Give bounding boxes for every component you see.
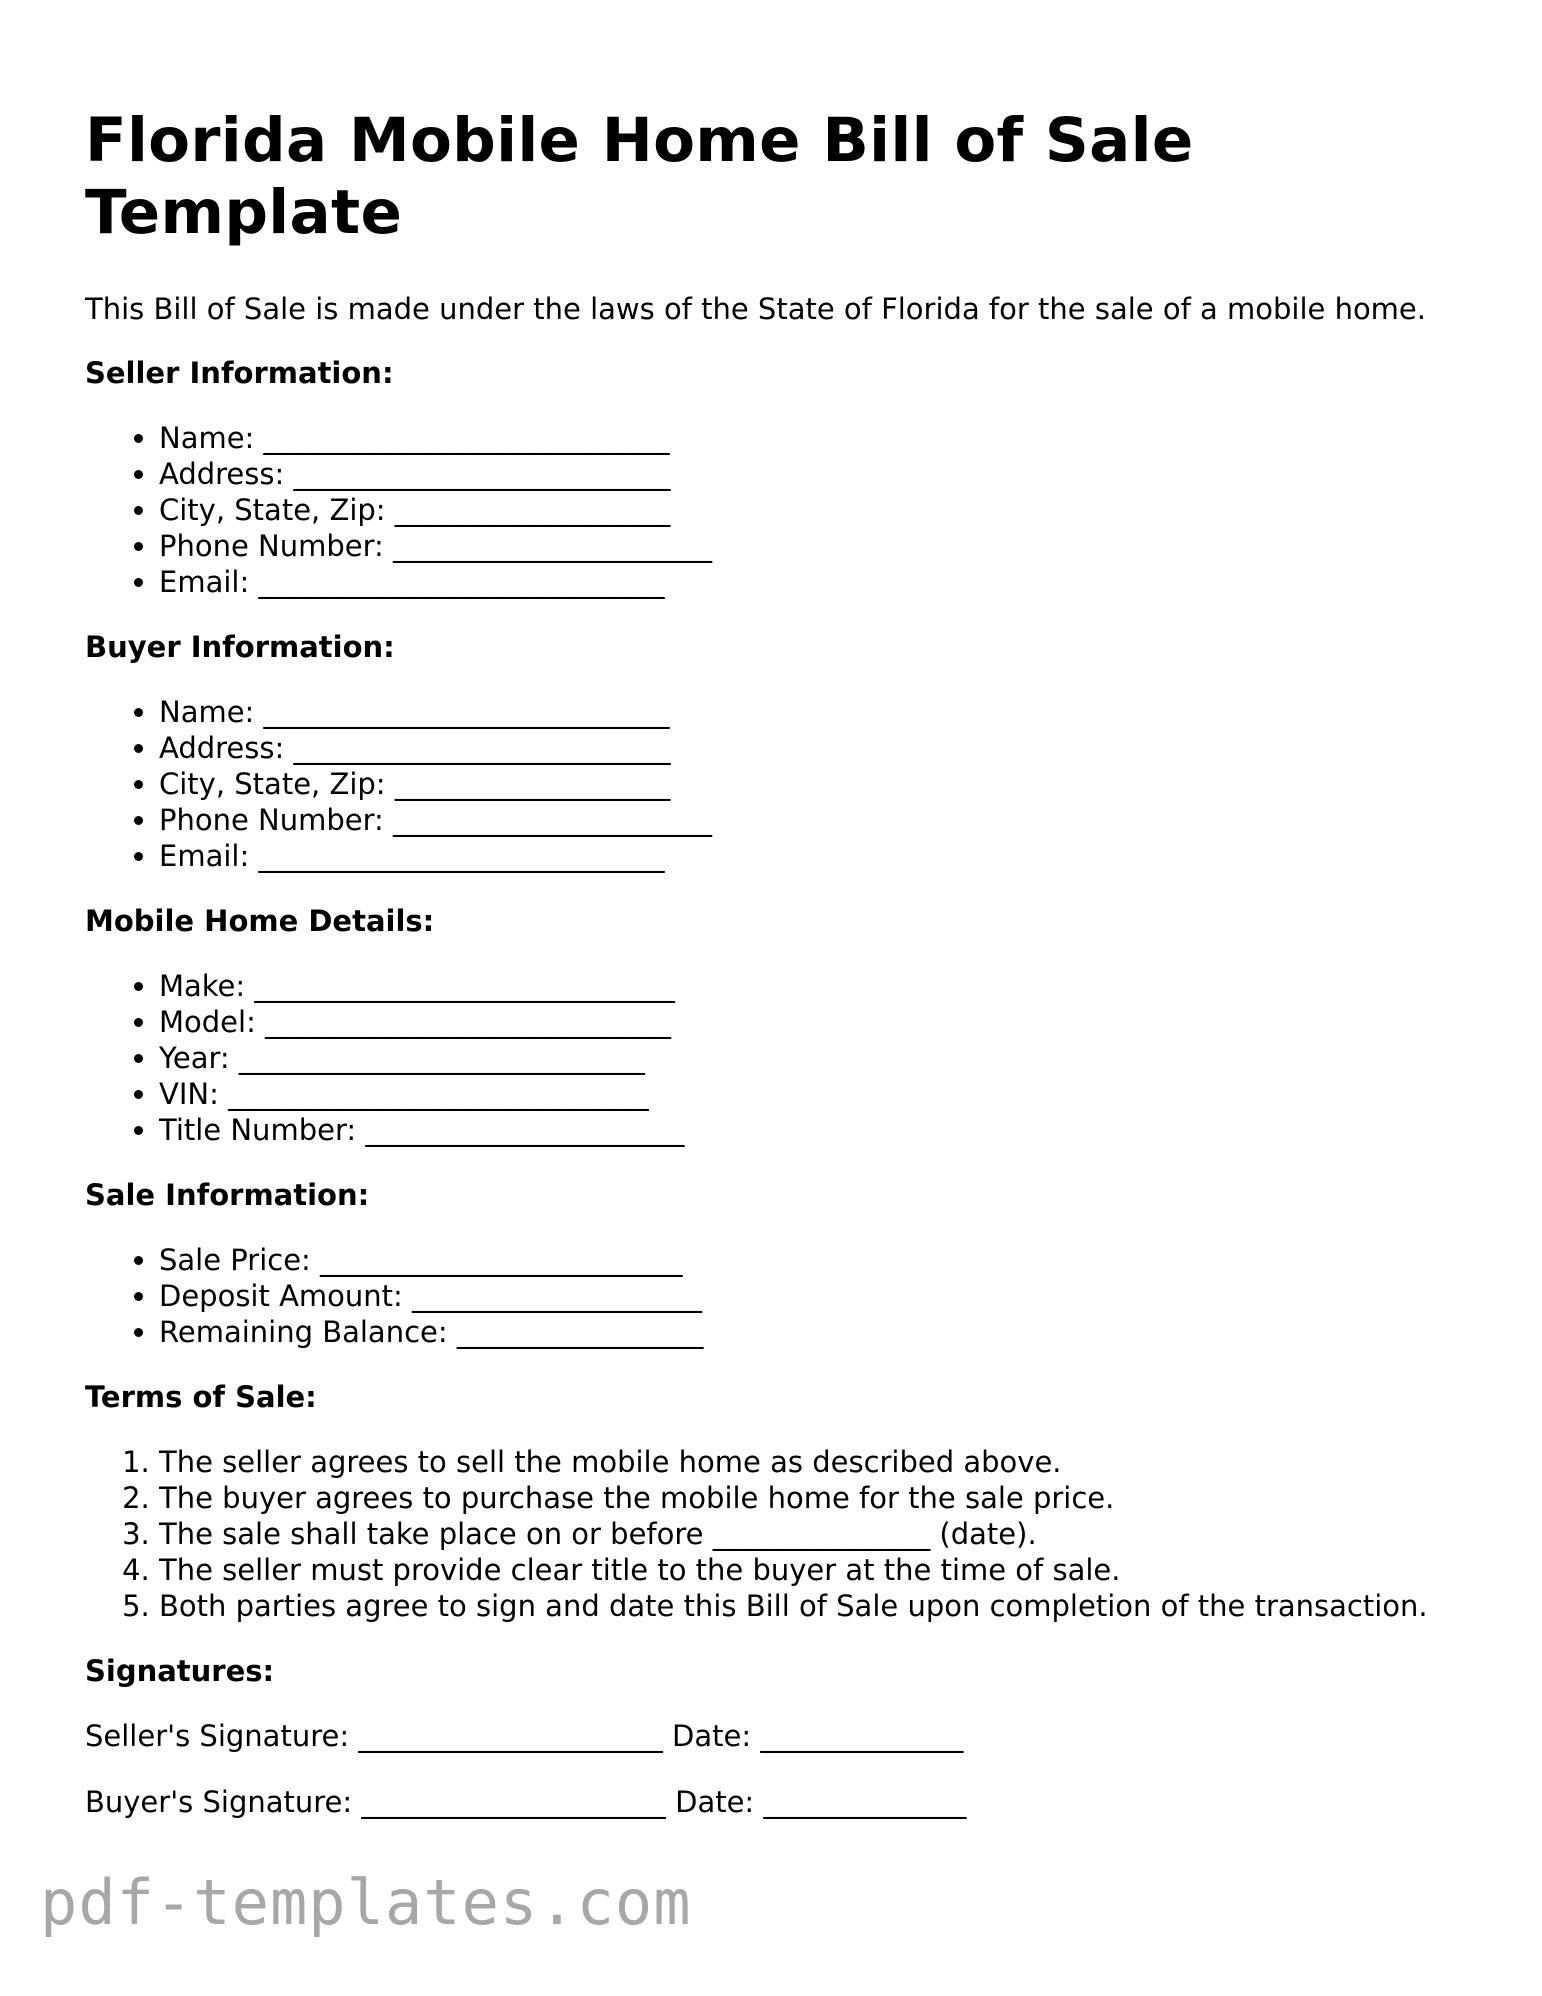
term-item: 4. The seller must provide clear title to the buyer at the time of sale. [159,1552,1465,1588]
buyer-signature-line: Buyer's Signature: _____________________ Date: ______________ [85,1785,967,1819]
term-item: 2. The buyer agrees to purchase the mobile home for the sale price. [159,1480,1465,1516]
seller-address-field: • Address: __________________________ [159,456,1465,492]
seller-email-field: • Email: ____________________________ [159,564,1465,600]
sale-price-field: • Sale Price: _________________________ [159,1242,1465,1278]
deposit-amount-field: • Deposit Amount: ____________________ [159,1278,1465,1314]
remaining-balance-field: • Remaining Balance: _________________ [159,1314,1465,1350]
vin-field: • VIN: _____________________________ [159,1076,1465,1112]
sale-list [85,1242,1465,1350]
terms-list [85,1444,1465,1624]
buyer-name-field: • Name: ____________________________ [159,694,1465,730]
mobile-home-list [85,968,1465,1148]
term-item: 5. Both parties agree to sign and date this Bill of Sale upon completion of the transaction. [159,1588,1465,1624]
document-title: Florida Mobile Home Bill of Sale Template [85,105,1194,248]
seller-heading: Seller Information: [85,356,394,390]
signatures-heading: Signatures: [85,1654,275,1688]
terms-heading: Terms of Sale: [85,1380,317,1414]
seller-city-state-zip-field: • City, State, Zip: ___________________ [159,492,1465,528]
seller-phone-field: • Phone Number: ______________________ [159,528,1465,564]
buyer-list [85,694,1465,874]
intro-paragraph: This Bill of Sale is made under the laws of the State of Florida for the sale of a mobile home. [85,292,1426,326]
watermark: pdf-templates.com [40,1866,692,1939]
buyer-heading: Buyer Information: [85,630,395,664]
mobile-home-heading: Mobile Home Details: [85,904,435,938]
buyer-email-field: • Email: ____________________________ [159,838,1465,874]
sale-heading: Sale Information: [85,1178,370,1212]
seller-signature-line: Seller's Signature: _____________________ Date: ______________ [85,1719,964,1753]
model-field: • Model: ____________________________ [159,1004,1465,1040]
buyer-phone-field: • Phone Number: ______________________ [159,802,1465,838]
title-number-field: • Title Number: ______________________ [159,1112,1465,1148]
seller-name-field: • Name: ____________________________ [159,420,1465,456]
make-field: • Make: _____________________________ [159,968,1465,1004]
term-item: 3. The sale shall take place on or before _______________ (date). [159,1516,1465,1552]
seller-list [85,420,1465,600]
year-field: • Year: ____________________________ [159,1040,1465,1076]
term-item: 1. The seller agrees to sell the mobile home as described above. [159,1444,1465,1480]
buyer-city-state-zip-field: • City, State, Zip: ___________________ [159,766,1465,802]
buyer-address-field: • Address: __________________________ [159,730,1465,766]
document-page [85,105,1465,1850]
